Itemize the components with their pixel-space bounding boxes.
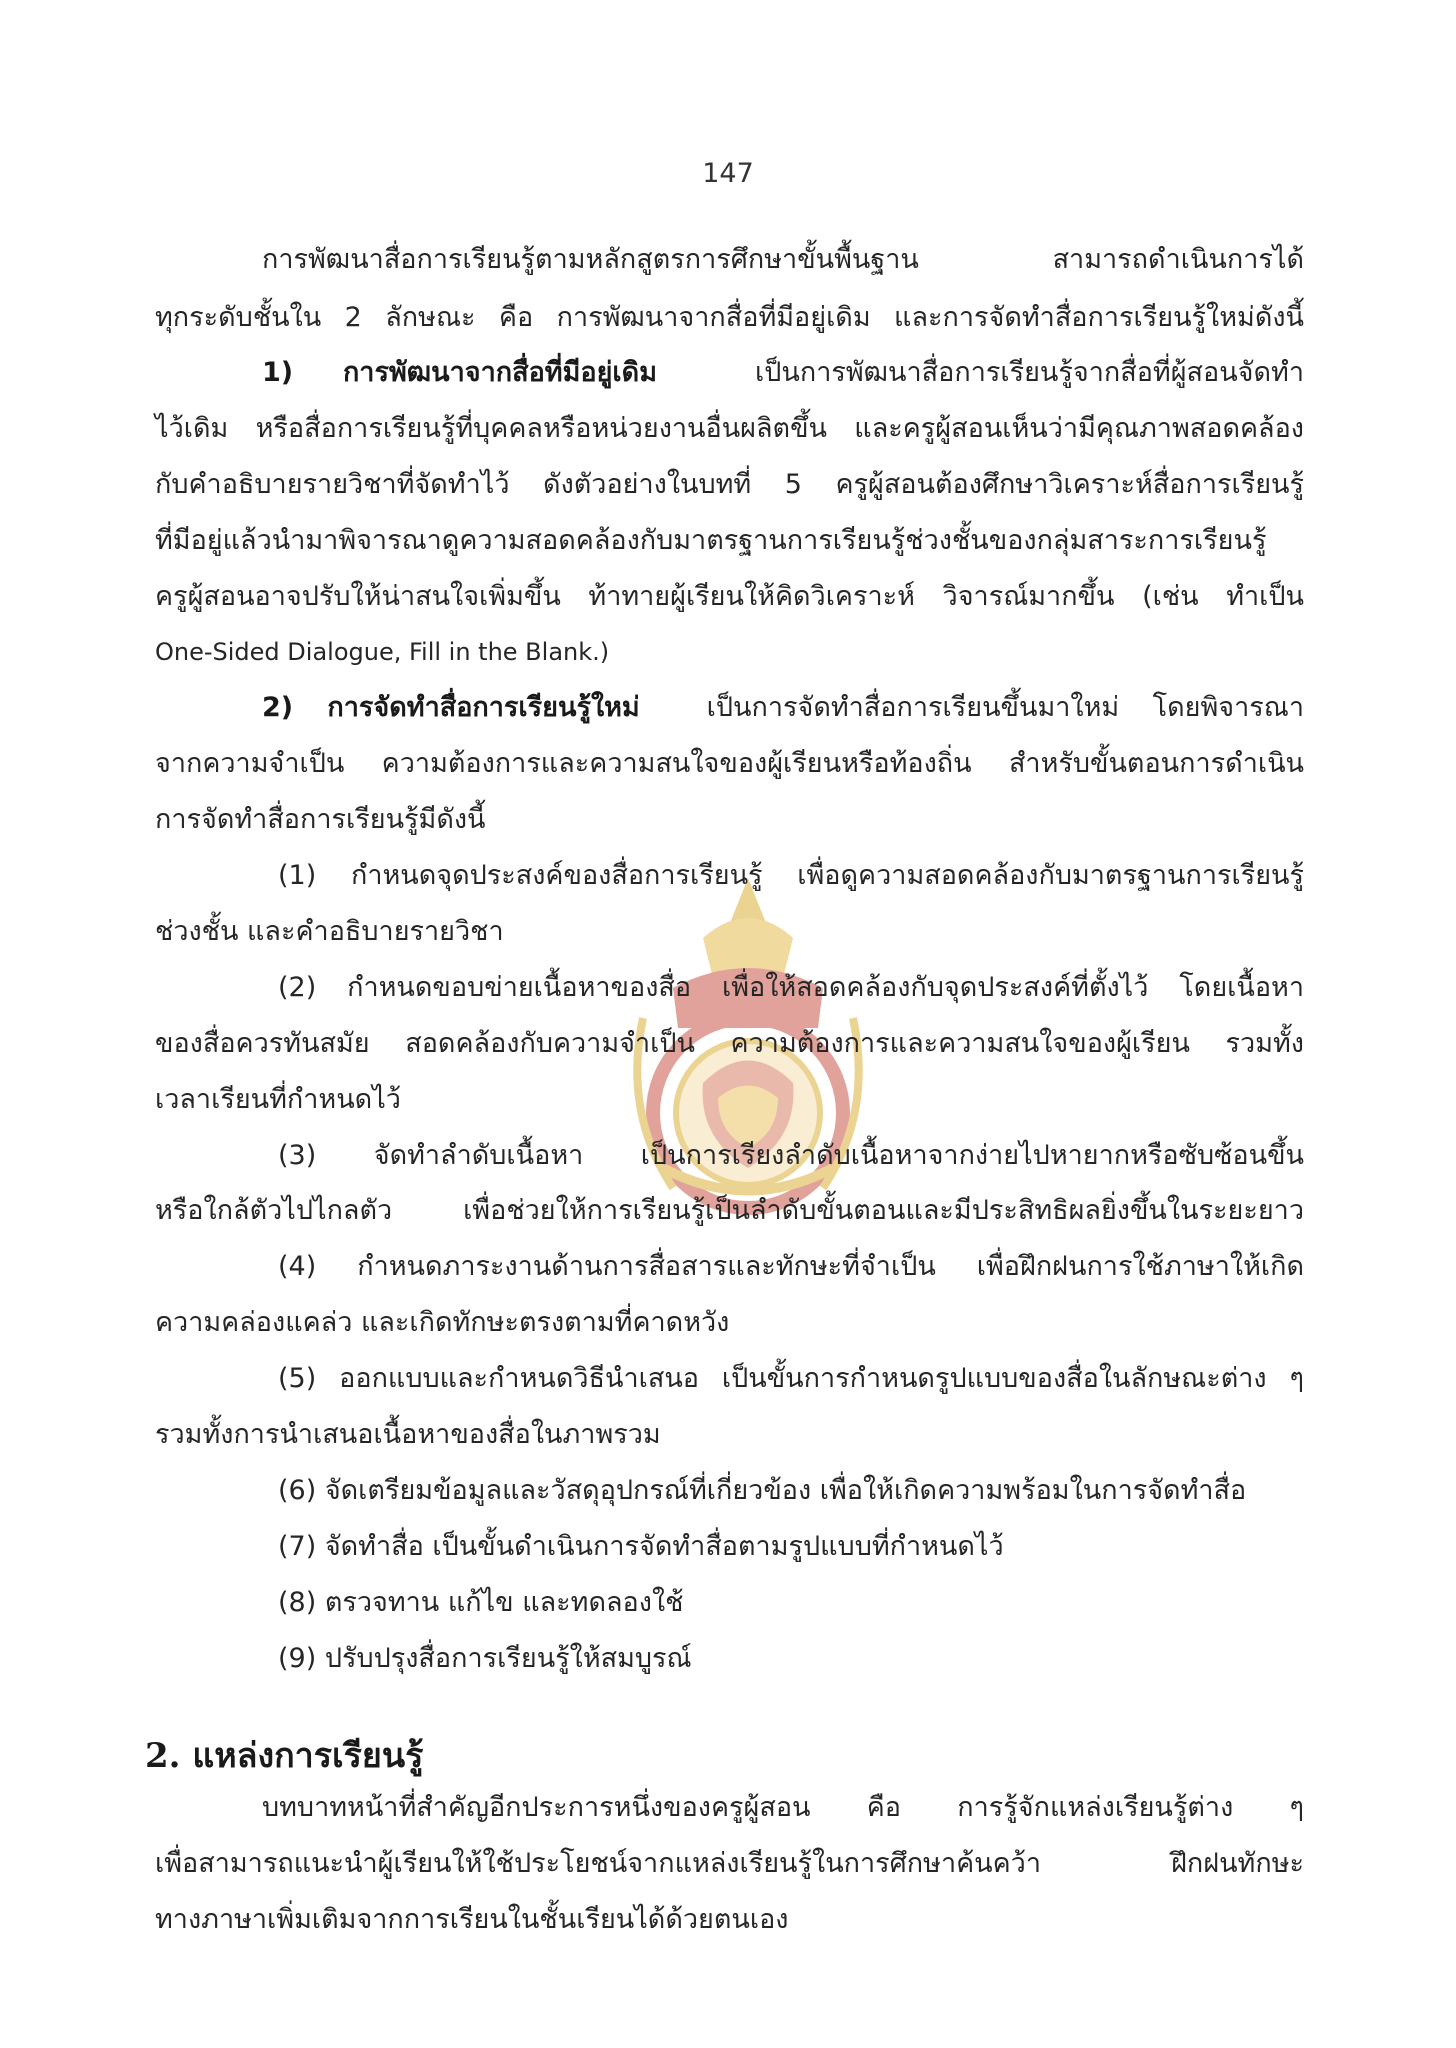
step-5-line-2: รวมทั้งการนำเสนอเนื้อหาของสื่อในภาพรวม: [155, 1419, 661, 1450]
step-2-line-1: (2) กำหนดขอบข่ายเนื้อหาของสื่อ เพื่อให้สอดคล้องกับจุดประสงค์ที่ตั้งไว้ โดยเนื้อหา: [278, 972, 1304, 1003]
item2-line-1: [262, 690, 1304, 726]
step-2-line-2: ของสื่อควรทันสมัย สอดคล้องกับความจำเป็น ความต้องการและความสนใจของผู้เรียน รวมทั้ง: [155, 1028, 1304, 1059]
section-2-line: ทางภาษาเพิ่มเติมจากการเรียนในชั้นเรียนได้ด้วยตนเอง: [155, 1904, 789, 1935]
step-4-line-1: (4) กำหนดภาระงานด้านการสื่อสารและทักษะที่จำเป็น เพื่อฝึกฝนการใช้ภาษาให้เกิด: [278, 1251, 1304, 1282]
intro-line-2: ทุกระดับชั้นใน 2 ลักษณะ คือ การพัฒนาจากสื่อที่มีอยู่เดิม และการจัดทำสื่อการเรียนรู้ใหม่ดังนี้: [155, 302, 1304, 333]
step-3-line-2: หรือใกล้ตัวไปไกลตัว เพื่อช่วยให้การเรียนรู้เป็นลำดับขั้นตอนและมีประสิทธิผลยิ่งขึ้นในระยะยาว: [155, 1195, 1304, 1226]
step-1-line-1: (1) กำหนดจุดประสงค์ของสื่อการเรียนรู้ เพื่อดูความสอดคล้องกับมาตรฐานการเรียนรู้: [278, 860, 1304, 891]
step-4-line-2: ความคล่องแคล่ว และเกิดทักษะตรงตามที่คาดหวัง: [155, 1307, 730, 1338]
item2-heading: 2) การจัดทำสื่อการเรียนรู้ใหม่: [262, 692, 640, 723]
item1-line-1-rest: เป็นการพัฒนาสื่อการเรียนรู้จากสื่อที่ผู้สอนจัดทำ: [755, 357, 1304, 388]
page-number: 147: [702, 158, 754, 189]
step-9: (9) ปรับปรุงสื่อการเรียนรู้ให้สมบูรณ์: [278, 1643, 692, 1674]
step-7: (7) จัดทำสื่อ เป็นขั้นดำเนินการจัดทำสื่อตามรูปแบบที่กำหนดไว้: [278, 1531, 1004, 1562]
item2-line: การจัดทำสื่อการเรียนรู้มีดังนี้: [155, 804, 486, 835]
step-5-line-1: (5) ออกแบบและกำหนดวิธีนำเสนอ เป็นขั้นการกำหนดรูปแบบของสื่อในลักษณะต่าง ๆ: [278, 1363, 1304, 1394]
intro-line-1: การพัฒนาสื่อการเรียนรู้ตามหลักสูตรการศึกษาขั้นพื้นฐาน สามารถดำเนินการได้: [262, 244, 1304, 275]
step-3-line-1: (3) จัดทำลำดับเนื้อหา เป็นการเรียงลำดับเนื้อหาจากง่ายไปหายากหรือซับซ้อนขึ้น: [278, 1140, 1304, 1171]
item1-line: One-Sided Dialogue, Fill in the Blank.): [155, 638, 610, 666]
step-8: (8) ตรวจทาน แก้ไข และทดลองใช้: [278, 1587, 684, 1618]
section-2-line: บทบาทหน้าที่สำคัญอีกประการหนึ่งของครูผู้สอน คือ การรู้จักแหล่งเรียนรู้ต่าง ๆ: [262, 1792, 1304, 1823]
section-2-line: เพื่อสามารถแนะนำผู้เรียนให้ใช้ประโยชน์จากแหล่งเรียนรู้ในการศึกษาค้นคว้า ฝึกฝนทักษะ: [155, 1848, 1304, 1879]
item1-line: ครูผู้สอนอาจปรับให้น่าสนใจเพิ่มขึ้น ท้าทายผู้เรียนให้คิดวิเคราะห์ วิจารณ์มากขึ้น (เช่น ทำเป็น: [155, 581, 1304, 612]
step-6: (6) จัดเตรียมข้อมูลและวัสดุอุปกรณ์ที่เกี่ยวข้อง เพื่อให้เกิดความพร้อมในการจัดทำสื่อ: [278, 1475, 1247, 1506]
item1-line: ที่มีอยู่แล้วนำมาพิจารณาดูความสอดคล้องกับมาตรฐานการเรียนรู้ช่วงชั้นของกลุ่มสาระการเรียนรู้: [155, 525, 1267, 556]
item2-line-1-rest: เป็นการจัดทำสื่อการเรียนขึ้นมาใหม่ โดยพิจารณา: [706, 692, 1304, 723]
section-2-heading: 2. แหล่งการเรียนรู้: [145, 1736, 424, 1776]
item2-line: จากความจำเป็น ความต้องการและความสนใจของผู้เรียนหรือท้องถิ่น สำหรับขั้นตอนการดำเนิน: [155, 748, 1304, 779]
step-1-line-2: ช่วงชั้น และคำอธิบายรายวิชา: [155, 916, 504, 947]
item1-line: กับคำอธิบายรายวิชาที่จัดทำไว้ ดังตัวอย่างในบทที่ 5 ครูผู้สอนต้องศึกษาวิเคราะห์สื่อการเรียนรู้: [155, 469, 1304, 500]
item1-line: ไว้เดิม หรือสื่อการเรียนรู้ที่บุคคลหรือหน่วยงานอื่นผลิตขึ้น และครูผู้สอนเห็นว่ามีคุณภาพสอดคล้อง: [155, 413, 1304, 444]
item1-line-1: [262, 355, 1304, 391]
step-2-line-3: เวลาเรียนที่กำหนดไว้: [155, 1084, 401, 1115]
item1-heading: 1) การพัฒนาจากสื่อที่มีอยู่เดิม: [262, 357, 657, 388]
